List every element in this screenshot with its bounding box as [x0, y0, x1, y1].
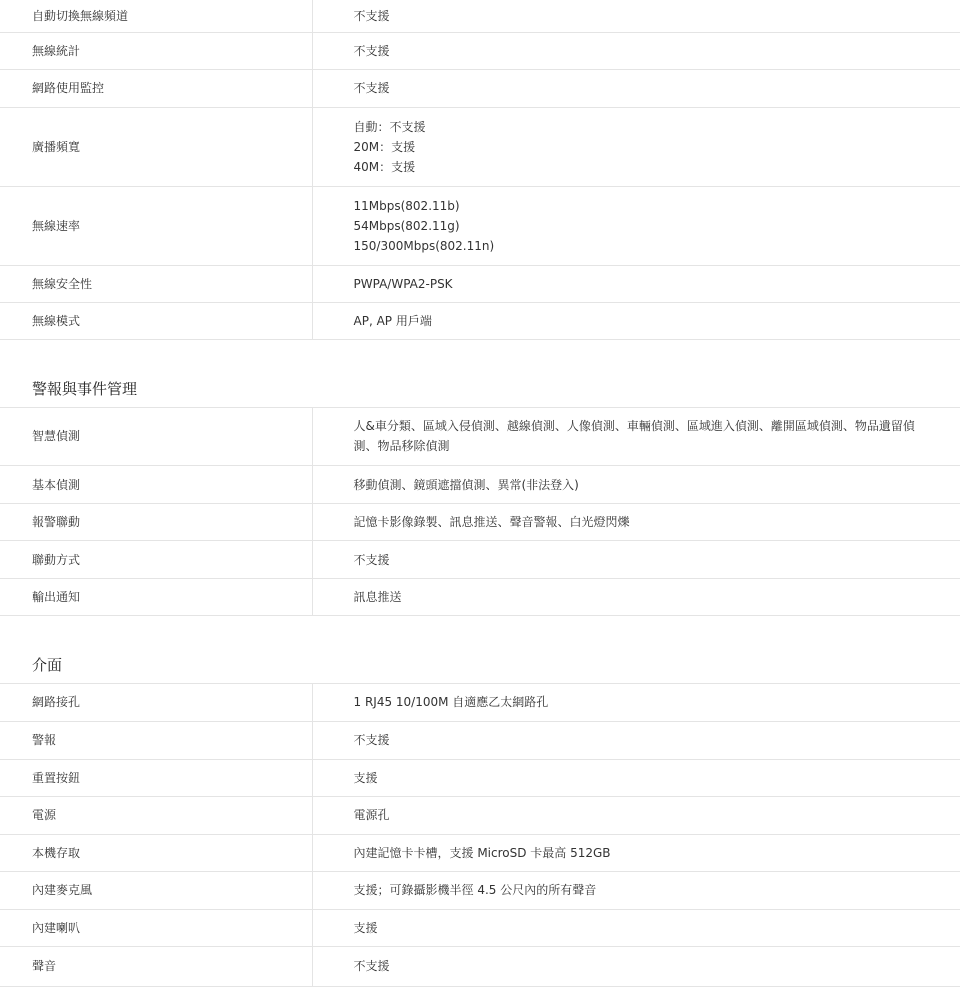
spec-label: 電源: [0, 796, 312, 834]
spec-label: 無線安全性: [0, 265, 312, 302]
spec-value-line: 電源孔: [353, 808, 390, 822]
spec-row: [0, 186, 960, 265]
spec-value: [312, 684, 960, 721]
spec-label: 自動切換無線頻道: [0, 0, 312, 32]
spec-value-line: 不支援: [353, 552, 390, 567]
spec-row: [0, 946, 960, 986]
spec-row: [0, 541, 960, 579]
spec-value: [312, 302, 960, 339]
spec-value-line: 訊息推送: [353, 590, 402, 604]
spec-row: [0, 504, 960, 541]
spec-value-line: 自動：不支援: [353, 119, 426, 134]
spec-value-line: 內建記憶卡卡槽，支援 MicroSD 卡最高 512GB: [353, 845, 611, 860]
spec-row: [0, 796, 960, 834]
spec-value-line: 54Mbps(802.11g): [353, 218, 460, 233]
spec-label: 警報: [0, 721, 312, 759]
spec-row: [0, 302, 960, 339]
spec-row: [0, 721, 960, 759]
spec-value: [312, 946, 960, 986]
spec-value-line: PWPA/WPA2-PSK: [353, 276, 453, 291]
spec-label: 網路接孔: [0, 684, 312, 721]
spec-value: [312, 871, 960, 909]
spec-label: 重置按鈕: [0, 759, 312, 796]
spec-label: 無線模式: [0, 302, 312, 339]
spec-label: 聯動方式: [0, 541, 312, 579]
spec-value: [312, 504, 960, 541]
spec-row: [0, 909, 960, 946]
spec-label: 報警聯動: [0, 504, 312, 541]
spec-value-line: 支援: [353, 920, 378, 935]
spec-label: 無線速率: [0, 186, 312, 265]
spec-row: [0, 107, 960, 186]
spec-label: 輸出通知: [0, 579, 312, 616]
spec-row: [0, 265, 960, 302]
spec-row: [0, 69, 960, 107]
spec-row: [0, 834, 960, 871]
spec-value-line: 人&車分類、區域入侵偵測、越線偵測、人像偵測、車輛偵測、區域進入偵測、離開區域偵測、物品遺留偵測、物品移除偵測: [353, 419, 915, 454]
spec-row: [0, 871, 960, 909]
section-heading-alarm: [0, 370, 960, 408]
spec-value-line: 不支援: [353, 8, 390, 23]
spec-label: 網路使用監控: [0, 69, 312, 107]
spec-row: [0, 579, 960, 616]
spec-value: [312, 466, 960, 504]
spec-value-line: AP, AP 用戶端: [353, 313, 432, 328]
spec-label: 本機存取: [0, 834, 312, 871]
spec-row: [0, 466, 960, 504]
spec-value: [312, 0, 960, 32]
spec-value-line: 不支援: [353, 43, 390, 58]
spec-label: 聲音: [0, 946, 312, 986]
spec-row: [0, 32, 960, 69]
spec-label: 智慧偵測: [0, 408, 312, 466]
spec-row: [0, 0, 960, 32]
spec-label: 內建麥克風: [0, 871, 312, 909]
spec-value: [312, 69, 960, 107]
spec-value: [312, 721, 960, 759]
section-title-interface: 介面: [32, 656, 63, 674]
spec-value: [312, 186, 960, 265]
spec-value-line: 150/300Mbps(802.11n): [353, 238, 495, 253]
spec-value-line: 1 RJ45 10/100M 自適應乙太網路孔: [353, 695, 549, 710]
spec-value-line: 不支援: [353, 733, 390, 747]
spec-value: [312, 32, 960, 69]
spec-value-line: 記憶卡影像錄製、訊息推送、聲音警報、白光燈閃爍: [353, 515, 630, 529]
section-title-alarm: 警報與事件管理: [32, 379, 138, 398]
spec-value-line: 11Mbps(802.11b): [353, 198, 460, 213]
spec-row: [0, 759, 960, 796]
interface-spec-table: [0, 684, 960, 987]
spec-value: [312, 541, 960, 579]
spec-value-line: 移動偵測、鏡頭遮擋偵測、異常(非法登入): [353, 477, 579, 492]
spec-row: [0, 684, 960, 721]
spec-value-line: 支援；可錄攝影機半徑 4.5 公尺內的所有聲音: [353, 883, 597, 897]
spec-value-line: 不支援: [353, 81, 390, 95]
spec-value: [312, 909, 960, 946]
spec-label: 內建喇叭: [0, 909, 312, 946]
spec-value: [312, 834, 960, 871]
spec-value-line: 支援: [353, 770, 378, 785]
wireless-spec-table: [0, 0, 960, 340]
spec-value: [312, 759, 960, 796]
spec-value: [312, 265, 960, 302]
spec-value: [312, 107, 960, 186]
spec-row: [0, 408, 960, 466]
spec-value: [312, 796, 960, 834]
spec-value-line: 不支援: [353, 959, 390, 973]
spec-value-line: 40M：支援: [353, 159, 416, 174]
section-heading-interface: [0, 646, 960, 684]
alarm-spec-table: [0, 408, 960, 617]
spec-value-line: 20M：支援: [353, 139, 416, 154]
spec-value: [312, 408, 960, 466]
spec-label: 基本偵測: [0, 466, 312, 504]
spec-value: [312, 579, 960, 616]
spec-label: 無線統計: [0, 32, 312, 69]
spec-label: 廣播頻寬: [0, 107, 312, 186]
